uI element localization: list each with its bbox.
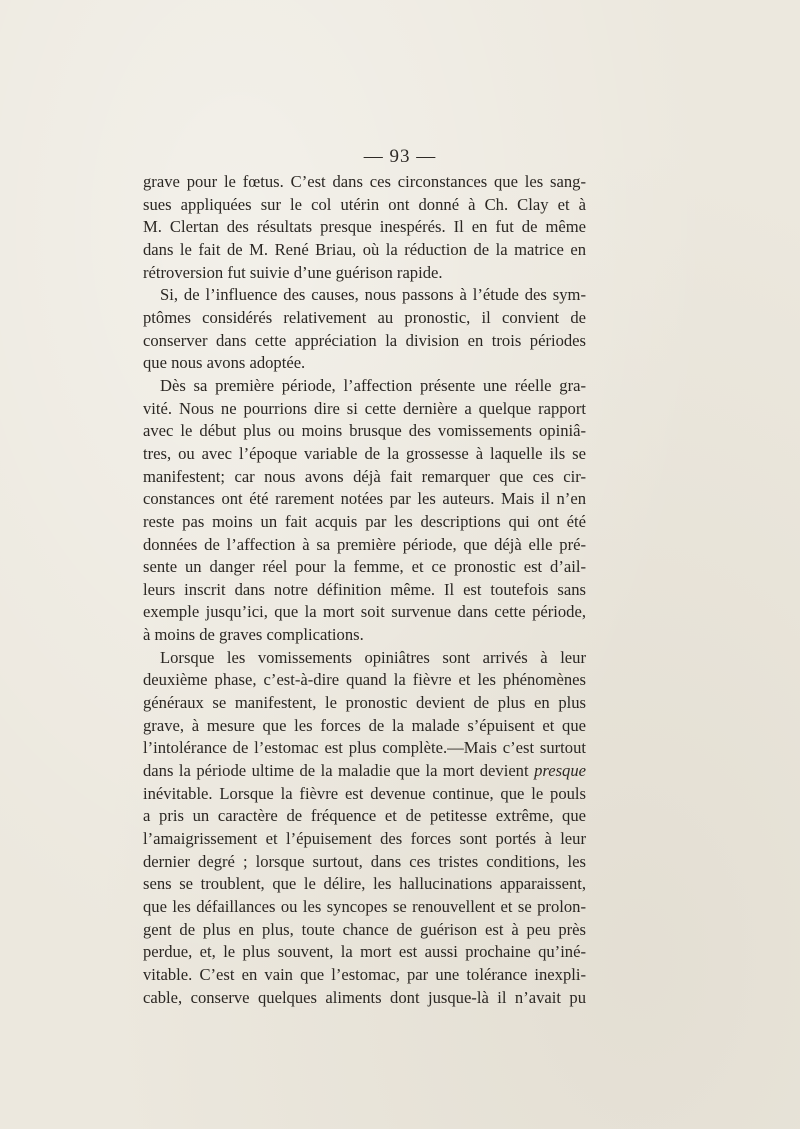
text-line xyxy=(143,330,586,353)
text-line-content: vitable. C’est en vain que l’estomac, par une tolérance inexpli- xyxy=(143,964,586,984)
text-line xyxy=(143,805,586,828)
text-line xyxy=(143,601,586,624)
text-line-content: Lorsque les vomissements opiniâtres sont arrivés à leur xyxy=(160,647,586,667)
text-line xyxy=(143,941,586,964)
text-line-content: grave, à mesure que les forces de la malade s’épuisent et que xyxy=(143,715,586,735)
text-line-content: exemple jusqu’ici, que la mort soit survenue dans cette période, xyxy=(143,602,586,622)
text-line xyxy=(143,194,586,217)
text-line xyxy=(143,851,586,874)
text-line xyxy=(143,375,586,398)
text-line-content: avec le début plus ou moins brusque des vomissements opiniâ- xyxy=(143,421,586,441)
text-line xyxy=(143,307,586,330)
text-line-content: tres, ou avec l’époque variable de la grossesse à laquelle ils se xyxy=(143,443,586,463)
text-line xyxy=(143,171,586,194)
text-line xyxy=(143,556,586,579)
text-line-content: M. Clertan des résultats presque inespérés. Il en fut de même xyxy=(143,217,586,237)
text-line xyxy=(143,262,586,285)
text-line xyxy=(143,964,586,987)
text-line-content: perdue, et, le plus souvent, la mort est aussi prochaine qu’iné- xyxy=(143,942,586,962)
text-line-content: rétroversion fut suivie d’une guérison rapide. xyxy=(143,262,443,282)
text-line-content: vité. Nous ne pourrions dire si cette dernière a quelque rapport xyxy=(143,398,586,418)
text-line-content: que les défaillances ou les syncopes se renouvellent et se prolon- xyxy=(143,897,586,916)
text-line-content: sente un danger réel pour la femme, et ce pronostic est d’ail- xyxy=(143,557,586,577)
text-line-content: Si, de l’influence des causes, nous passons à l’étude des sym- xyxy=(160,285,586,305)
text-line xyxy=(143,669,586,692)
text-line-content: deuxième phase, c’est-à-dire quand la fièvre et les phénomènes xyxy=(143,670,586,690)
page-number: — 93 — xyxy=(363,146,437,167)
text-line-content: cable, conserve quelques aliments dont jusque-là il n’avait pu xyxy=(143,987,586,1007)
text-line-content: ptômes considérés relativement au pronostic, il convient de xyxy=(143,307,586,327)
text-line xyxy=(143,398,586,421)
text-line xyxy=(143,647,586,670)
body-text xyxy=(143,171,586,1009)
italic-word: presque xyxy=(534,761,586,781)
text-line-content: leurs inscrit dans notre définition même. Il est toutefois sans xyxy=(143,579,586,599)
text-line xyxy=(143,511,586,534)
text-line xyxy=(143,488,586,511)
text-line xyxy=(143,783,586,806)
text-line xyxy=(143,760,586,783)
text-line xyxy=(143,534,586,557)
text-line xyxy=(143,443,586,466)
text-line xyxy=(143,352,586,375)
text-line-content: données de l’affection à sa première période, que déjà elle pré- xyxy=(143,534,586,554)
text-line-content: à moins de graves complications. xyxy=(143,625,364,645)
text-line-content: inévitable. Lorsque la fièvre est devenue continue, que le pouls xyxy=(143,783,586,803)
text-line xyxy=(143,873,586,896)
text-line-content: dans la période ultime de la maladie que la mort devient xyxy=(143,761,529,781)
text-line-content: dernier degré ; lorsque surtout, dans ces tristes conditions, les xyxy=(143,851,586,871)
text-line xyxy=(143,919,586,942)
text-line-content: généraux se manifestent, le pronostic devient de plus en plus xyxy=(143,693,586,713)
text-line xyxy=(143,239,586,262)
text-line xyxy=(143,715,586,738)
text-line xyxy=(143,420,586,443)
text-line-content: l’intolérance de l’estomac est plus complète.—Mais c’est surtout xyxy=(143,738,586,758)
text-line-content: grave pour le fœtus. C’est dans ces circonstances que les sang- xyxy=(143,172,586,191)
text-line xyxy=(143,828,586,851)
text-line xyxy=(143,896,586,919)
text-line-content: constances ont été rarement notées par les auteurs. Mais il n’en xyxy=(143,489,586,509)
text-line-content: reste pas moins un fait acquis par les descriptions qui ont été xyxy=(143,511,586,531)
text-line xyxy=(143,579,586,602)
text-line-content: manifestent; car nous avons déjà fait remarquer que ces cir- xyxy=(143,466,586,486)
text-line-content: Dès sa première période, l’affection présente une réelle gra- xyxy=(160,375,586,395)
text-line-content: conserver dans cette appréciation la division en trois périodes xyxy=(143,330,586,350)
text-line-content: a pris un caractère de fréquence et de petitesse extrême, que xyxy=(143,806,586,826)
text-line-content: sens se troublent, que le délire, les hallucinations apparaissent, xyxy=(143,874,586,894)
text-line-content: dans le fait de M. René Briau, où la réduction de la matrice en xyxy=(143,239,586,259)
text-line-content: que nous avons adoptée. xyxy=(143,353,306,373)
text-line xyxy=(143,466,586,489)
text-line xyxy=(143,216,586,239)
text-line-content: l’amaigrissement et l’épuisement des forces sont portés à leur xyxy=(143,829,586,849)
text-line xyxy=(143,624,586,647)
text-line xyxy=(143,737,586,760)
text-line-content: gent de plus en plus, toute chance de guérison est à peu près xyxy=(143,919,586,939)
text-line-content: sues appliquées sur le col utérin ont donné à Ch. Clay et à xyxy=(143,194,586,214)
text-line xyxy=(143,284,586,307)
text-line xyxy=(143,987,586,1010)
text-line xyxy=(143,692,586,715)
